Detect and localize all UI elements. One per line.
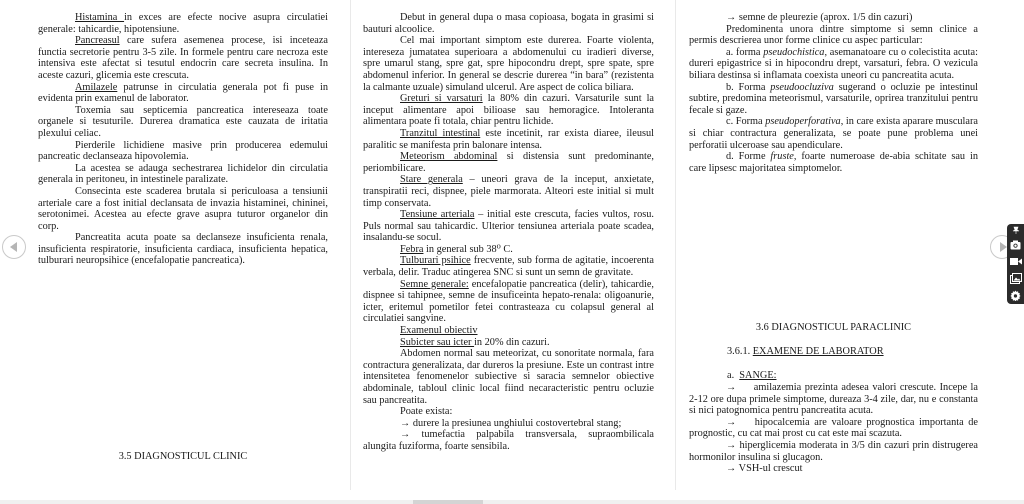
paragraph [363,93,654,128]
paragraph: Debut in general dupa o masa copioasa, bogata in grasimi si bauturi alcoolice. [363,12,654,35]
text: este incetinit, rar exista diaree, ileusul paralitic se manifesta prin balonare intensa. [363,127,654,151]
screenshot-button[interactable] [1009,238,1022,251]
italic-term: pseudochistica [763,46,825,58]
underlined-term: Pancreasul [75,35,120,47]
underlined-term: Stare generala [400,174,463,186]
gallery-icon [1010,273,1022,284]
page-divider [350,0,351,490]
text: care sufera asemenea procese, isi inceteaza functia secretorie pentru 3-5 zile. In formele pentru care necroza este intensiva este afectat si tesutul endocrin care secreta insulina. In aceste cazuri, glicemia este crescuta. [38,35,328,81]
underlined-term: Subicter sau icter [400,336,475,348]
paragraph [363,279,654,325]
record-video-button[interactable] [1009,255,1022,268]
page-1 [38,12,328,502]
paragraph: Cel mai important simptom este durerea. Foarte violenta, intereseza jumatatea superioara a abdomenului cu iradieri diverse, spre umarul stang, spre gat, spre hipocondru drept, spre spate, spre abdomenul inferior. In general se descrie durerea “in bara” (rezistenta la calmante uzuale) simuland ulcerul. Are aspect de colica biliara. [363,35,654,93]
text: c. Forma [726,116,766,128]
paragraph [38,35,328,81]
paragraph: La acestea se adauga sechestrarea lichidelor din circulatia generala in peritoneu, in intestinele paralizate. [38,162,328,186]
paragraph [363,244,654,256]
settings-button[interactable] [1009,289,1022,302]
paragraph [689,82,978,117]
paragraph [689,47,978,82]
paragraph [363,174,654,209]
text: d. Forme [726,151,771,163]
list-item: → tumefactia palpabila transversala, supraombilicala alungita fuziforma, foarte sensibila. [363,429,654,452]
text: , in care exista aparare musculara si chiar contractura generalizata, se poate pune problema unei perforatii ulceroase sau apendiculare. [689,116,978,151]
list-item: → durere la presiunea unghiului costovertebral stang; [400,417,622,429]
text: b. Forma [726,81,771,93]
paragraph [363,209,654,244]
text: , asemanatoare cu o colecistita acuta: dureri epigastrice si in hipocondru drept, varsaturi, febra. O vezicula biliara destinsa si inflamata coexista uneori cu pancreatita acuta. [689,46,978,81]
underlined-term: EXAMENE DE LABORATOR [752,346,884,357]
paragraph [38,12,328,35]
text: frecvente, sub forma de agitatie, incoerenta verbala, delir. Traduc atingerea SNC si sunt un semn de gravitate. [363,255,654,279]
underlined-term: Meteorism abdominal [400,151,498,163]
text: , foarte numeroase de-abia schitate sau in care lipsesc majoritatea simptomelor. [689,151,978,174]
section-heading-paraclinic: 3.6 DIAGNOSTICUL PARACLINIC [755,322,912,333]
paragraph [363,325,654,337]
paragraph [38,82,328,105]
scrollbar-thumb[interactable] [413,500,483,504]
text: 3.6.1. [727,346,753,357]
gallery-button[interactable] [1009,272,1022,285]
text: la 80% din cazuri. Varsaturile sunt la inceput alimentare apoi bilioase sau hemoragice. Intoleranta alimentara poate fi totala, chiar pentru lichide. [363,93,654,128]
paragraph [689,116,978,151]
italic-term: pseudoocluziva [770,81,834,93]
previous-page-button[interactable] [2,235,26,259]
floating-toolbar [1007,224,1024,304]
paragraph: Pierderile lichidiene masive prin producerea edemului pancreatic declanseaza hipovolemia. [38,139,328,163]
underlined-term: Tulburari psihice [400,255,471,267]
list-item: → semne de pleurezie (aprox. 1/5 din cazuri) [726,12,913,23]
settings-icon [1010,290,1021,301]
underlined-term: Tranzitul intestinal [400,127,481,139]
underlined-term: Tensiune arteriala [400,209,475,221]
underlined-term: Greturi si varsaturi [400,93,483,105]
paragraph: Consecinta este scaderea brutala si periculoasa a tensiunii arteriale care a fost initial declansata de invazia histaminei, chininei, serotonimei. Acestea au efecte grave asupra tuturor organelor din corp. [38,185,328,232]
paragraph: Predominenta unora dintre simptome si semn clinice a permis descrierea unor forme clinice cu aspec particular: [689,23,978,47]
list-item: → VSH-ul crescut [726,463,803,475]
list-item: → hipocalcemia are valoare prognostica importanta de prognostic, cu cat mai prost cu cat este mai scazuta. [689,416,981,440]
chevron-left-icon [10,242,17,252]
paragraph: Toxemia sau septicemia pancreatica intereseaza toate organele si tesuturile. Durerea dramatica este cauzata de iritatia plexului celiac. [38,104,328,139]
text: a. [727,370,740,381]
underlined-term: Examenul obiectiv [400,325,478,337]
text: sugerand o ocluzie pe intestinul subtire, predomina meteorismul, varsaturile, oprirea tranzitului pentru fecale si gaze. [689,81,978,116]
italic-term: fruste [770,151,794,163]
italic-term: pseudoperforativa [765,116,841,128]
underlined-term: Semne generale: [400,278,469,290]
paragraph [363,255,654,278]
text: in 20% din cazuri. [474,336,550,348]
underlined-term: SANGE: [739,370,777,381]
list-item: → amilazemia prezinta adesea valori crescute. Incepe la 2-12 ore dupa primele simptome, dureaza 3-4 zile, dar, nu e constanta si nici patognomica pentru pancreatita acuta. [689,382,981,417]
text: si distensia sunt predominante, periombilicare. [363,151,654,174]
horizontal-scrollbar[interactable] [0,500,1024,504]
paragraph [363,128,654,151]
subsection-heading-laborator [727,346,884,357]
text: in exces are efecte nocive asupra circulatiei generale: tahicardie, hipotensiune. [38,12,328,35]
camera-icon [1010,240,1021,250]
paragraph: Abdomen normal sau meteorizat, cu sonoritate normala, fara contractura generalizata, dar dureros la presiune. Este un contrast intre intensitetea fenomenelor subiective si saracia semnelor obiective abdominale, tabloul clinic local fiind necaracteristic pentru ocluzie sau pancreatita. [363,348,654,406]
underlined-term: Histamina [75,12,125,23]
paragraph [363,337,654,349]
text: – initial este crescuta, facies vultos, rosu. Puls normal sau tahicardic. Ulterior tensiunea arteriala poate scadea, insalandu-se socul. [363,209,654,244]
page-2 [363,12,654,502]
page-divider [675,0,676,490]
video-icon [1010,257,1022,266]
underlined-term: Febra [400,243,424,255]
paragraph: Poate exista: [400,406,453,418]
pin-icon [1012,226,1020,234]
paragraph [689,151,978,174]
list-item: → hiperglicemia moderata in 3/5 din cazuri prin distrugerea hormonilor insulina si glucagon. [689,439,978,463]
text: – uneori grava de la inceput, anxietate, transpiratii reci, dispnee, piele marmorata. Alteori este initial si mult timp conservata. [363,174,654,209]
pin-button[interactable] [1009,226,1022,234]
text: in general sub 38⁰ C. [423,243,513,255]
chevron-right-icon [1000,242,1007,252]
text: encefalopatie pancreatica (delir), tahicardie, dispnee si tahipnee, semne de insuficeinta hepato-renala: oligoanurie, icter, eritemul pometilor fetei contrasteaza cu colapsul general al circulatiei sangvine. [363,278,654,325]
subsection-sange [727,370,776,381]
paragraph: Pancreatita acuta poate sa declanseze insuficienta renala, insuficienta respiratorie, insuficienta cardiaca, insuficienta hepatica, tulburari neuropsihice (encefalopatie pancreatica). [38,232,328,267]
lab-list [689,382,981,475]
section-heading-clinic: 3.5 DIAGNOSTICUL CLINIC [118,451,248,462]
underlined-term: Amilazele [75,81,118,93]
text: patrunse in circulatia generala pot fi puse in evidenta prin examenul de laborator. [38,81,328,105]
paragraph [363,151,654,174]
text: a. forma [726,46,764,58]
